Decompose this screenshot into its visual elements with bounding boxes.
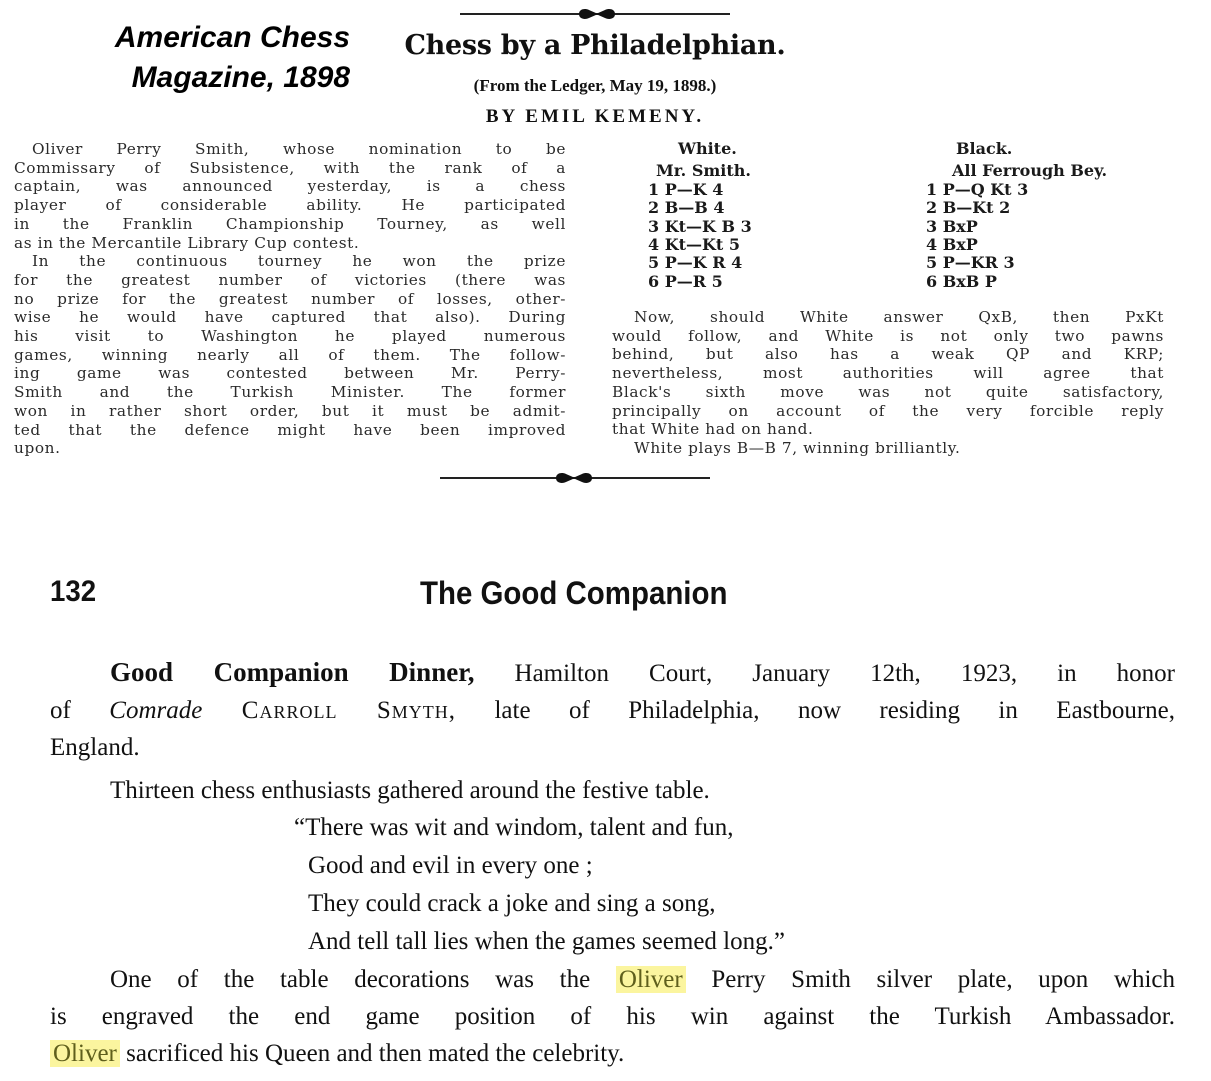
- text-line: Good Companion Dinner, Hamilton Court, January 12th, 1923, in honor: [110, 657, 1175, 687]
- clipping-left-column: [14, 140, 566, 458]
- text-line: of Comrade Carroll Smyth, late of Philadelphia, now residing in Eastbourne,: [50, 697, 1176, 724]
- white-player: Mr. Smith.: [656, 161, 751, 181]
- text-line: England.: [50, 734, 140, 761]
- white-move: 4 Kt—Kt 5: [648, 235, 740, 255]
- text-line: Smith and the Turkish Minister. The former: [14, 383, 566, 402]
- text-line: Commissary of Subsistence, with the rank of a: [14, 158, 566, 177]
- text-line: nevertheless, most authorities will agree that: [612, 364, 1164, 383]
- text-line: ing game was contested between Mr. Perry-: [14, 364, 566, 383]
- text-line: for the greatest number of victories (there was: [14, 270, 566, 289]
- clipping-byline: BY EMIL KEMENY.: [485, 106, 705, 127]
- clipping-conclusion: White plays B—B 7, winning brilliantly.: [634, 438, 961, 457]
- book-paragraph-3: [50, 961, 1175, 1072]
- text-line: his visit to Washington he played numerous: [14, 327, 566, 346]
- white-move: 5 P—K R 4: [648, 253, 743, 273]
- black-move: 5 P—KR 3: [926, 253, 1015, 273]
- book-paragraph-1: [50, 654, 1175, 766]
- text-line: Now, should White answer QxB, then PxKt: [634, 308, 1164, 326]
- verse-line: And tell tall lies when the games seemed long.”: [308, 928, 785, 955]
- text-line: that White had on hand.: [612, 420, 814, 439]
- text-line: is engraved the end game position of his win against the Turkish Ambassador.: [50, 1003, 1175, 1030]
- comrade-italic: Comrade: [109, 697, 203, 724]
- verse-quote: [50, 809, 1175, 961]
- verse-line: They could crack a joke and sing a song,: [308, 890, 716, 917]
- image-caption: [60, 18, 350, 98]
- text-line: Oliver Perry Smith, whose nomination to be: [32, 140, 566, 158]
- ornament-rule-top: [460, 8, 730, 20]
- text-line: won in rather short order, but it must be admit-: [14, 401, 566, 420]
- text-line: captain, was announced yesterday, is a chess: [14, 177, 566, 196]
- text-line: One of the table decorations was the Oliver Perry Smith silver plate, upon which: [110, 966, 1175, 993]
- caption-line-2: Magazine, 1898: [131, 61, 350, 94]
- text-line: Thirteen chess enthusiasts gathered around the festive table.: [110, 777, 710, 804]
- highlight-oliver: Oliver: [616, 966, 686, 993]
- black-heading: Black.: [956, 139, 1013, 158]
- text-line: ted that the defence might have been improved: [14, 420, 566, 439]
- game-score-white: [648, 140, 878, 291]
- black-player: All Ferrough Bey.: [952, 161, 1108, 181]
- clipping-source: (From the Ledger, May 19, 1898.): [473, 76, 717, 95]
- caption-line-1: American Chess: [114, 21, 350, 54]
- text-line: Oliver sacrificed his Queen and then mated the celebrity.: [50, 1035, 1175, 1072]
- verse-line: Good and evil in every one ;: [308, 852, 593, 879]
- ornament-knot-icon: [577, 8, 617, 20]
- text-line: in the Franklin Championship Tourney, as well: [14, 214, 566, 233]
- book-body: [50, 654, 1175, 1072]
- text-line: no prize for the greatest number of losses, other-: [14, 289, 566, 308]
- text-line: player of considerable ability. He participated: [14, 196, 566, 215]
- white-move: 2 B—B 4: [648, 198, 725, 218]
- page-number: 132: [50, 575, 97, 608]
- black-move: 4 BxP: [926, 235, 978, 255]
- white-heading: White.: [678, 139, 737, 158]
- clipping-title: Chess by a Philadelphian.: [404, 30, 786, 61]
- ornament-knot-icon: [554, 472, 594, 484]
- black-move: 2 B—Kt 2: [926, 198, 1011, 218]
- text-line: as in the Mercantile Library Cup contest.: [14, 233, 360, 252]
- clipping-commentary: [612, 308, 1164, 458]
- text-line: wise he would have captured that also). During: [14, 308, 566, 327]
- text-line: Black's sixth move was not quite satisfactory,: [612, 382, 1164, 401]
- text-line: behind, but also has a weak QP and KRP;: [612, 345, 1164, 364]
- text-line: would follow, and White is not only two pawns: [612, 326, 1164, 345]
- running-head: The Good Companion: [420, 575, 728, 611]
- clipping-paragraph-1: [14, 140, 566, 252]
- white-move: 3 Kt—K B 3: [648, 216, 752, 236]
- dinner-heading: Good Companion Dinner,: [110, 657, 475, 687]
- text-line: upon.: [14, 439, 61, 458]
- ornament-rule-bottom: [440, 472, 710, 484]
- highlight-oliver: Oliver: [50, 1040, 120, 1067]
- white-move: 1 P—K 4: [648, 179, 724, 199]
- clipping-paragraph-2: [14, 252, 566, 458]
- black-move: 1 P—Q Kt 3: [926, 179, 1029, 199]
- text-line: games, winning nearly all of them. The follow-: [14, 345, 566, 364]
- white-move: 6 P—R 5: [648, 271, 723, 291]
- verse-line: “There was wit and windom, talent and fun,: [294, 814, 734, 841]
- text-line: principally on account of the very forcible reply: [612, 401, 1164, 420]
- black-move: 6 BxB P: [926, 271, 997, 291]
- black-move: 3 BxP: [926, 216, 978, 236]
- book-paragraph-2: [50, 772, 1175, 809]
- game-score-black: [920, 140, 1180, 291]
- text-line: In the continuous tourney he won the prize: [32, 252, 566, 271]
- honoree-name: Carroll Smyth,: [202, 697, 457, 724]
